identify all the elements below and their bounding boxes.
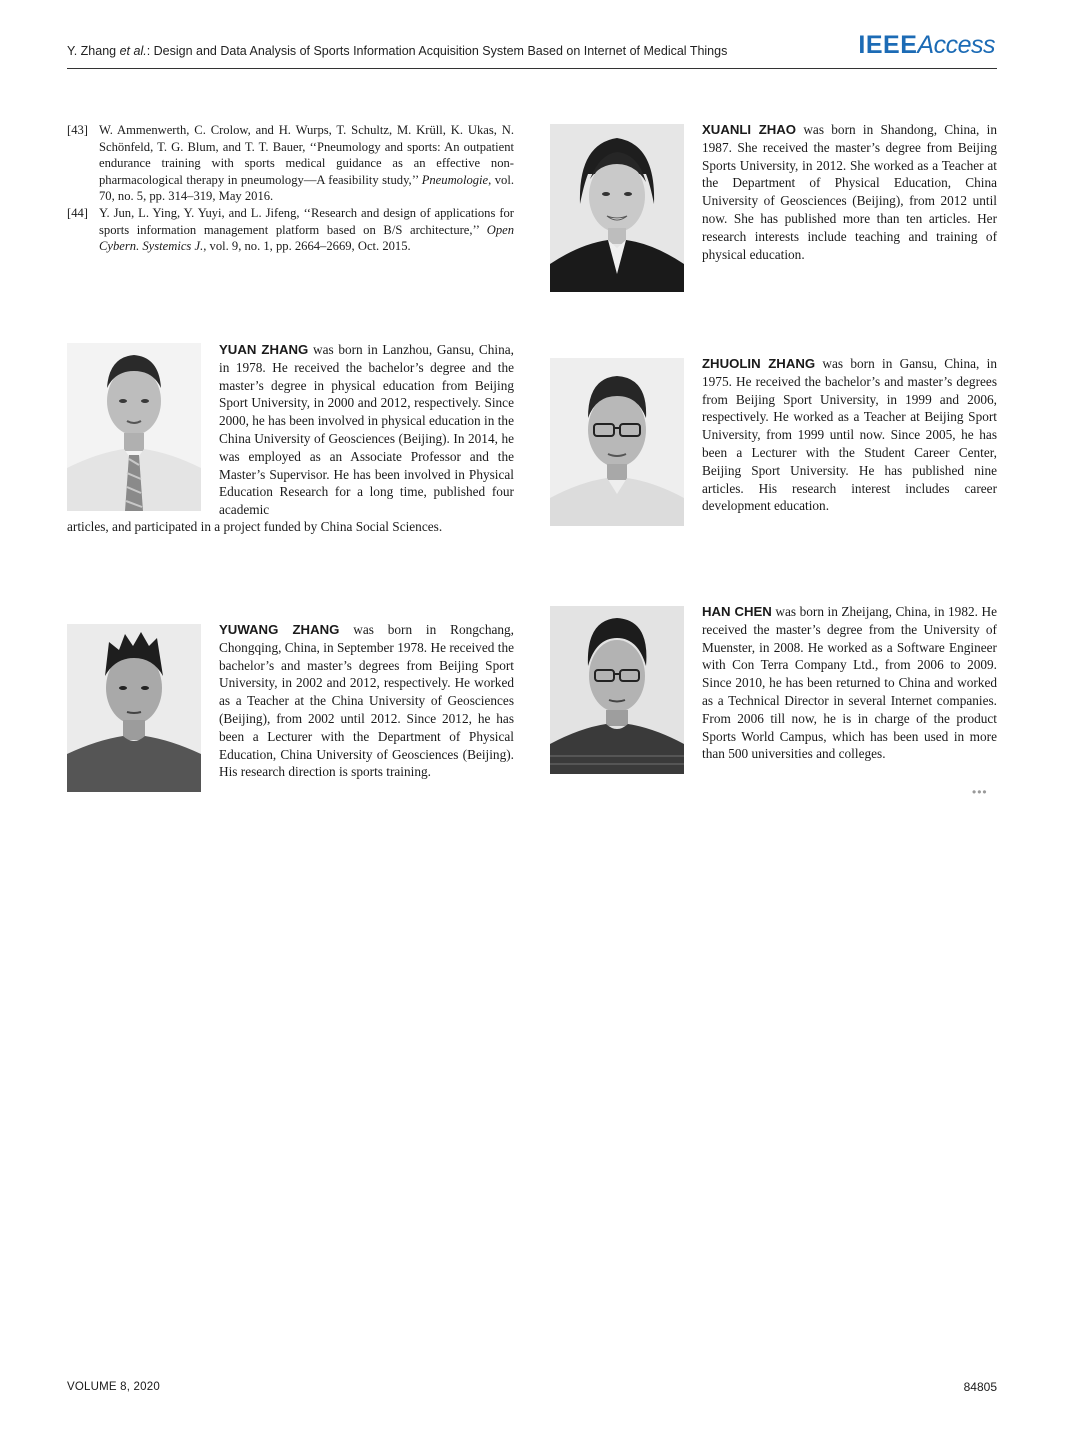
bio-text: was born in Rongchang, Chongqing, China, in September 1978. He received the bachelor’s and master’s degrees from Beijing Sport University, in 2002 and 2012, respectively. He worked as a Teacher at the China University of Geosciences (Beijing), from 2002 until 2012. Since 2012, he has been a Lecturer with the Department of Physical Education, China University of Geosciences (Beijing). His research direction is sports training. [219,622,514,780]
running-title-authors: Y. Zhang [67,44,120,58]
author-photo-yuwang-zhang [67,624,201,792]
logo-access-text: Access [917,31,995,59]
reference-item [67,205,514,255]
bio-text: was born in Shandong, China, in 1987. She received the master’s degree from Beijing Sports University, in 2012. She worked as a Teacher at the Department of Physical Education, China University of Geosciences (Beijing), from 2012 until now. She has published more than ten articles. Her research interests include teaching and training of physical education. [702,122,997,262]
bio-text-part: was born in Lanzhou, Gansu, China, in 1978. He received the bachelor’s degree and the master’s degree in physical education from Beijing Sport University, in 2000 and 2012, respectively. Since 2000, he has been involved in physical education in the China University of Geosciences (Beijing). In 2014, he was employed as an Associate Professor and the Master’s Supervisor. He has been involved in Physical Education Research for a long time, published four academic [219,342,514,518]
bio-han-chen [702,603,997,763]
references-list [67,122,514,255]
reference-text: Y. Jun, L. Ying, Y. Yuyi, and L. Jifeng, ‘‘Research and design of applications for sports information management platform based on B/S architecture,’’ [99,205,514,237]
bio-zhuolin-zhang [702,355,997,515]
ieee-access-logo [858,31,995,59]
author-photo-han-chen [550,606,684,774]
bio-yuwang-zhang [219,621,514,781]
reference-journal: Pneumologie [421,172,489,187]
author-photo-yuan-zhang [67,343,201,511]
running-title-etal: et al. [119,44,147,58]
footer-volume: VOLUME 8, 2020 [67,1381,160,1393]
reference-details: , vol. 9, no. 1, pp. 2664–2669, Oct. 2015. [203,239,411,254]
reference-journal: Open Cybern. Systemics J. [99,222,514,254]
page-header [67,30,997,69]
bio-author-name: ZHUOLIN ZHANG [702,356,816,371]
author-photo-xuanli-zhao [550,124,684,292]
bio-yuan-zhang-wrapped [219,341,514,519]
running-title-text: : Design and Data Analysis of Sports Information Acquisition System Based on Internet of Medical Things [146,44,728,58]
reference-number: [43] [67,123,88,137]
reference-item [67,122,514,205]
logo-ieee-text: IEEE [858,31,918,59]
reference-text: W. Ammenwerth, C. Crolow, and H. Wurps, T. Schultz, M. Krüll, K. Ukas, N. Schönfeld, T. G. Blum, and T. T. Bauer, ‘‘Pneumology and sports: An outpatient endurance training with sports medical guidance as an effective non-pharmacological therapy in pneumology—A feasibility study,’’ [99,123,514,187]
reference-number: [44] [67,205,88,220]
bio-text: was born in Zheijang, China, in 1982. He received the master’s degree from the University of Muenster, in 2008. He worked as a Software Engineer with Con Terra Company Ltd., from 2006 to 2009. Since 2010, he has been returned to China and worked as a Technical Director in several Internet companies. From 2006 till now, he is in charge of the product Sports World Campus, which has been used in more than 500 universities and colleges. [702,604,997,762]
bio-author-name: XUANLI ZHAO [702,122,797,137]
bio-text-continued: articles, and participated in a project funded by China Social Sciences. [67,519,443,534]
reference-details: , vol. 70, no. 5, pp. 314–319, May 2016. [99,172,514,204]
bio-author-name: HAN CHEN [702,604,772,619]
bio-author-name: YUAN ZHANG [219,342,309,357]
bio-yuan-zhang-continued [67,518,514,536]
author-photo-zhuolin-zhang [550,358,684,526]
bio-xuanli-zhao [702,121,997,263]
bio-text: was born in Gansu, China, in 1975. He received the bachelor’s and master’s degrees from Beijing Sport University, in 1999 and 2006, respectively. He worked as a Teacher at Beijing Sport University, from 1999 until now. Since 2005, he has been a Lecturer with the Student Career Center, Beijing Sport University. He has published nine articles. His research interest includes career development education. [702,356,997,514]
running-title [67,44,727,58]
footer-page-number: 84805 [963,1380,997,1394]
bio-author-name: YUWANG ZHANG [219,622,340,637]
continuation-dots-icon: ••• [972,785,988,799]
